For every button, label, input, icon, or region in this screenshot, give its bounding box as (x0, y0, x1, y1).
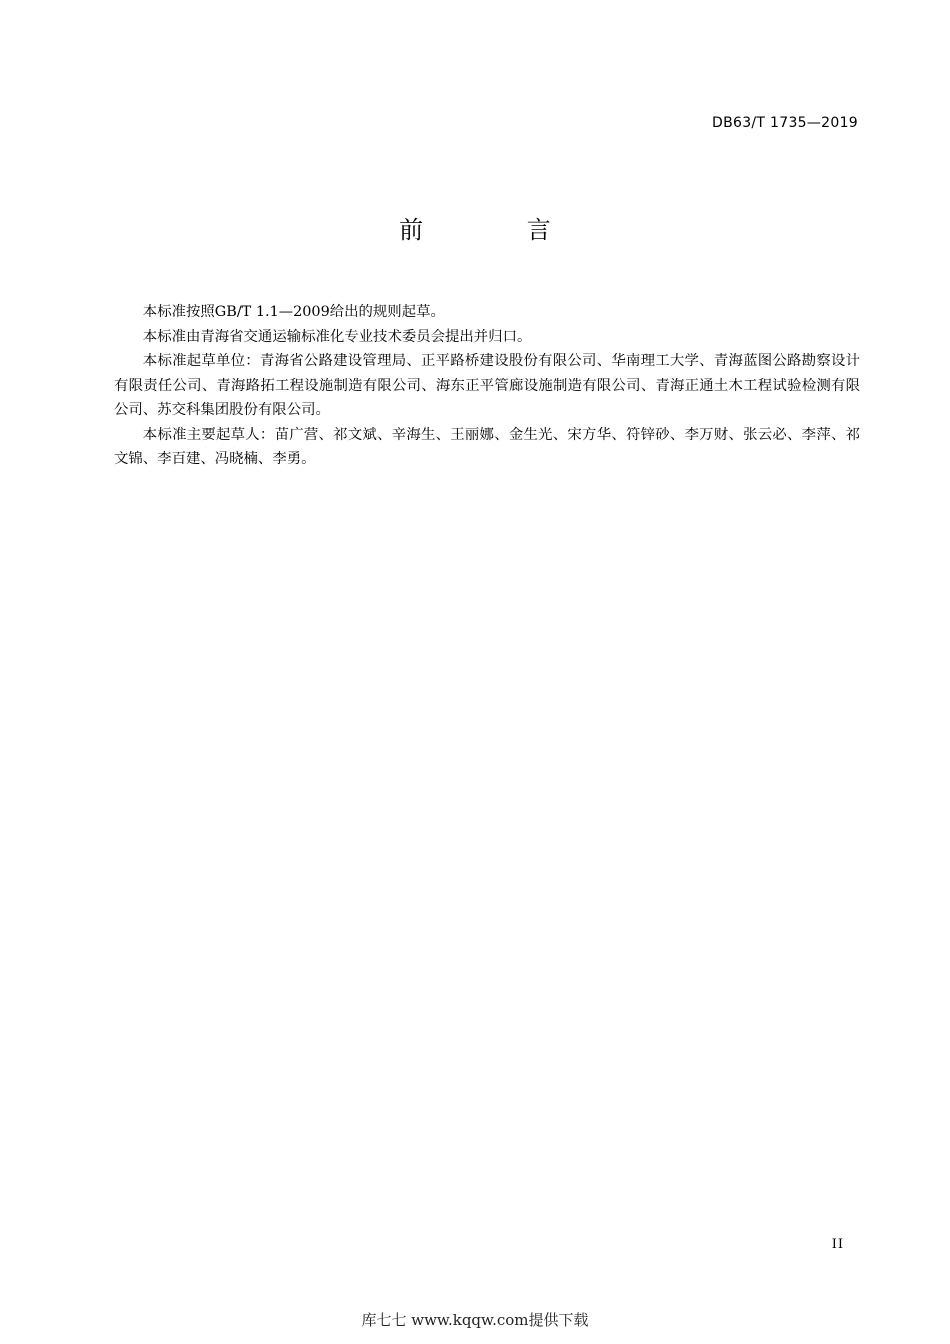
foreword-body (114, 300, 860, 472)
page-title: 前 言 (399, 216, 599, 244)
paragraph-drafting-units: 本标准起草单位：青海省公路建设管理局、正平路桥建设股份有限公司、华南理工大学、青海蓝图公路勘察设计有限责任公司、青海路拓工程设施制造有限公司、海东正平管廊设施制造有限公司、青海正通土木工程试验检测有限公司、苏交科集团股份有限公司。 (114, 353, 860, 418)
paragraph-drafters: 本标准主要起草人：苗广营、祁文斌、辛海生、王丽娜、金生光、宋方华、符锌砂、李万财、张云必、李萍、祁文锦、李百建、冯晓楠、李勇。 (114, 426, 860, 467)
paragraph-proposer: 本标准由青海省交通运输标准化专业技术委员会提出并归口。 (142, 328, 532, 345)
standard-code: DB63/T 1735—2019 (712, 115, 858, 131)
download-watermark: 库七七 www.kqqw.com提供下载 (361, 1311, 589, 1329)
page-number: II (831, 1237, 844, 1252)
paragraph-drafting-rules: 本标准按照GB/T 1.1—2009给出的规则起草。 (142, 304, 445, 320)
